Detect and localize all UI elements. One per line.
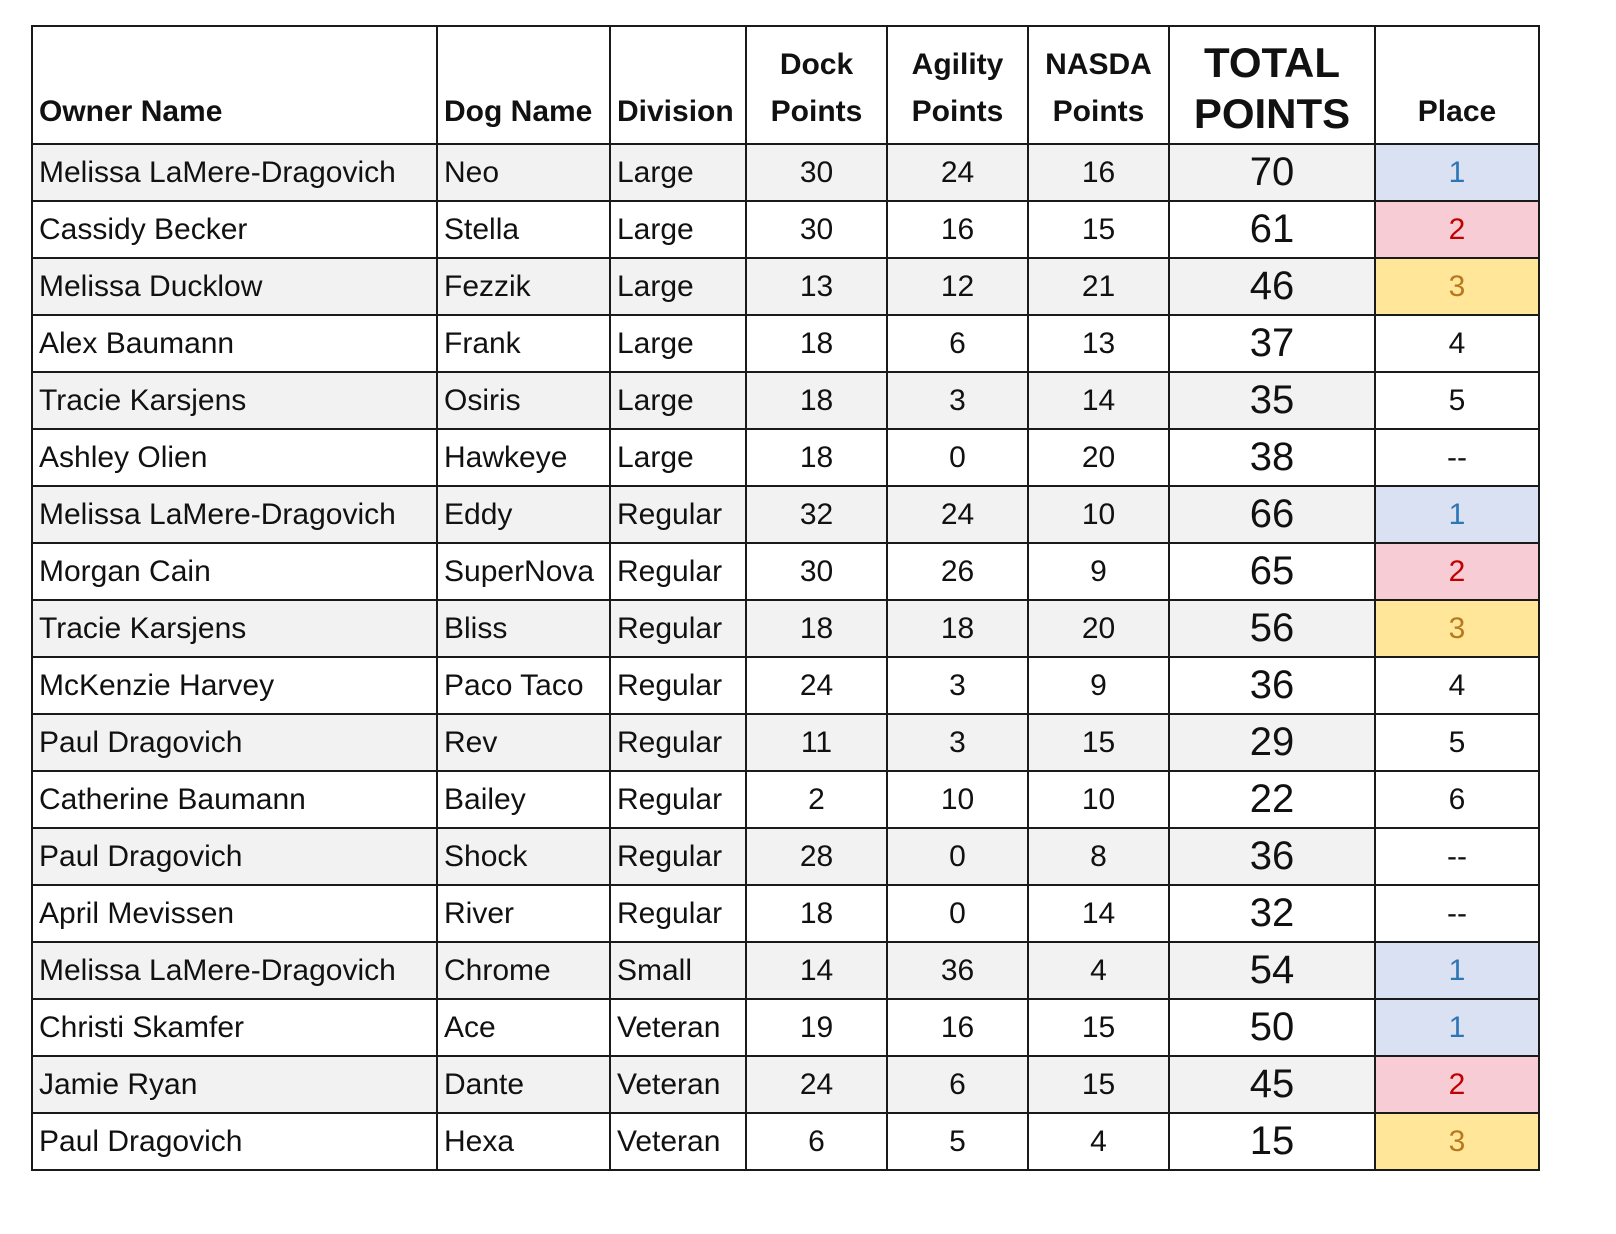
table-row	[32, 201, 1539, 258]
place-cell: 1	[1375, 486, 1539, 543]
owner-name-cell: McKenzie Harvey	[32, 657, 437, 714]
division-cell: Large	[610, 372, 746, 429]
agility-points-cell: 12	[887, 258, 1028, 315]
dock-points-cell: 30	[746, 201, 887, 258]
header-total-points-line1: TOTAL	[1203, 39, 1341, 87]
agility-points-cell: 0	[887, 429, 1028, 486]
agility-points-cell: 24	[887, 144, 1028, 201]
header-agility-points-line1: Agility	[911, 48, 1004, 81]
dog-name-cell: Osiris	[437, 372, 610, 429]
table-row	[32, 315, 1539, 372]
table-row	[32, 657, 1539, 714]
header-nasda-points-line2: Points	[1052, 94, 1145, 128]
place-cell: 4	[1375, 315, 1539, 372]
table-row	[32, 771, 1539, 828]
owner-name-cell: Ashley Olien	[32, 429, 437, 486]
standings-table	[31, 25, 1540, 1171]
total-points-cell: 35	[1169, 372, 1375, 429]
dock-points-cell: 6	[746, 1113, 887, 1170]
dock-points-cell: 28	[746, 828, 887, 885]
place-cell: --	[1375, 828, 1539, 885]
table-row	[32, 999, 1539, 1056]
header-division: Division	[610, 26, 746, 144]
dog-name-cell: Frank	[437, 315, 610, 372]
header-dock-points-line2: Points	[770, 94, 863, 128]
dog-name-cell: Dante	[437, 1056, 610, 1113]
nasda-points-cell: 9	[1028, 543, 1169, 600]
dock-points-cell: 18	[746, 315, 887, 372]
owner-name-cell: Morgan Cain	[32, 543, 437, 600]
dog-name-cell: Stella	[437, 201, 610, 258]
table-row	[32, 543, 1539, 600]
owner-name-cell: Paul Dragovich	[32, 828, 437, 885]
nasda-points-cell: 4	[1028, 1113, 1169, 1170]
dog-name-cell: Hawkeye	[437, 429, 610, 486]
nasda-points-cell: 16	[1028, 144, 1169, 201]
table-row	[32, 1056, 1539, 1113]
division-cell: Large	[610, 144, 746, 201]
header-place: Place	[1375, 26, 1539, 144]
dog-name-cell: Bailey	[437, 771, 610, 828]
header-nasda-points-line1: NASDA	[1045, 48, 1152, 81]
owner-name-cell: Melissa Ducklow	[32, 258, 437, 315]
place-cell: 3	[1375, 600, 1539, 657]
table-row	[32, 714, 1539, 771]
total-points-cell: 15	[1169, 1113, 1375, 1170]
agility-points-cell: 0	[887, 885, 1028, 942]
total-points-cell: 37	[1169, 315, 1375, 372]
table-row	[32, 1113, 1539, 1170]
place-cell: 4	[1375, 657, 1539, 714]
agility-points-cell: 10	[887, 771, 1028, 828]
nasda-points-cell: 10	[1028, 771, 1169, 828]
division-cell: Small	[610, 942, 746, 999]
header-dock-points-line1: Dock	[779, 48, 854, 81]
nasda-points-cell: 15	[1028, 1056, 1169, 1113]
division-cell: Large	[610, 258, 746, 315]
owner-name-cell: Melissa LaMere-Dragovich	[32, 486, 437, 543]
place-cell: 1	[1375, 999, 1539, 1056]
owner-name-cell: Paul Dragovich	[32, 714, 437, 771]
place-cell: 5	[1375, 372, 1539, 429]
total-points-cell: 45	[1169, 1056, 1375, 1113]
division-cell: Regular	[610, 657, 746, 714]
nasda-points-cell: 10	[1028, 486, 1169, 543]
dog-name-cell: Shock	[437, 828, 610, 885]
nasda-points-cell: 15	[1028, 201, 1169, 258]
owner-name-cell: Paul Dragovich	[32, 1113, 437, 1170]
place-cell: 2	[1375, 543, 1539, 600]
dock-points-cell: 19	[746, 999, 887, 1056]
total-points-cell: 36	[1169, 828, 1375, 885]
nasda-points-cell: 13	[1028, 315, 1169, 372]
table-row	[32, 144, 1539, 201]
header-agility-points	[887, 26, 1028, 144]
header-total-points	[1169, 26, 1375, 144]
agility-points-cell: 26	[887, 543, 1028, 600]
place-cell: 1	[1375, 144, 1539, 201]
nasda-points-cell: 15	[1028, 999, 1169, 1056]
place-cell: 1	[1375, 942, 1539, 999]
owner-name-cell: Melissa LaMere-Dragovich	[32, 942, 437, 999]
nasda-points-cell: 14	[1028, 372, 1169, 429]
table-row	[32, 885, 1539, 942]
table-row	[32, 600, 1539, 657]
dog-name-cell: Ace	[437, 999, 610, 1056]
division-cell: Regular	[610, 600, 746, 657]
place-cell: 2	[1375, 1056, 1539, 1113]
dock-points-cell: 24	[746, 657, 887, 714]
dock-points-cell: 13	[746, 258, 887, 315]
agility-points-cell: 5	[887, 1113, 1028, 1170]
nasda-points-cell: 20	[1028, 600, 1169, 657]
total-points-cell: 65	[1169, 543, 1375, 600]
total-points-cell: 46	[1169, 258, 1375, 315]
owner-name-cell: Catherine Baumann	[32, 771, 437, 828]
dock-points-cell: 24	[746, 1056, 887, 1113]
total-points-cell: 61	[1169, 201, 1375, 258]
total-points-cell: 56	[1169, 600, 1375, 657]
agility-points-cell: 18	[887, 600, 1028, 657]
agility-points-cell: 24	[887, 486, 1028, 543]
owner-name-cell: Christi Skamfer	[32, 999, 437, 1056]
header-agility-points-line2: Points	[911, 94, 1004, 128]
owner-name-cell: Tracie Karsjens	[32, 372, 437, 429]
division-cell: Regular	[610, 486, 746, 543]
dog-name-cell: SuperNova	[437, 543, 610, 600]
table-row	[32, 258, 1539, 315]
nasda-points-cell: 21	[1028, 258, 1169, 315]
total-points-cell: 66	[1169, 486, 1375, 543]
place-cell: 3	[1375, 1113, 1539, 1170]
nasda-points-cell: 9	[1028, 657, 1169, 714]
division-cell: Regular	[610, 771, 746, 828]
division-cell: Regular	[610, 543, 746, 600]
agility-points-cell: 3	[887, 714, 1028, 771]
owner-name-cell: Alex Baumann	[32, 315, 437, 372]
agility-points-cell: 6	[887, 315, 1028, 372]
table-row	[32, 372, 1539, 429]
place-cell: 2	[1375, 201, 1539, 258]
division-cell: Large	[610, 201, 746, 258]
dock-points-cell: 14	[746, 942, 887, 999]
total-points-cell: 54	[1169, 942, 1375, 999]
owner-name-cell: Tracie Karsjens	[32, 600, 437, 657]
dock-points-cell: 30	[746, 144, 887, 201]
agility-points-cell: 16	[887, 999, 1028, 1056]
dock-points-cell: 2	[746, 771, 887, 828]
place-cell: 6	[1375, 771, 1539, 828]
nasda-points-cell: 15	[1028, 714, 1169, 771]
dog-name-cell: Paco Taco	[437, 657, 610, 714]
owner-name-cell: Jamie Ryan	[32, 1056, 437, 1113]
division-cell: Regular	[610, 885, 746, 942]
dock-points-cell: 11	[746, 714, 887, 771]
place-cell: 5	[1375, 714, 1539, 771]
header-total-points-line2: POINTS	[1193, 89, 1351, 137]
total-points-cell: 38	[1169, 429, 1375, 486]
table-row	[32, 486, 1539, 543]
dock-points-cell: 18	[746, 885, 887, 942]
agility-points-cell: 3	[887, 657, 1028, 714]
header-nasda-points	[1028, 26, 1169, 144]
agility-points-cell: 16	[887, 201, 1028, 258]
dock-points-cell: 18	[746, 372, 887, 429]
dog-name-cell: Hexa	[437, 1113, 610, 1170]
owner-name-cell: April Mevissen	[32, 885, 437, 942]
dog-name-cell: Bliss	[437, 600, 610, 657]
place-cell: --	[1375, 885, 1539, 942]
table-row	[32, 828, 1539, 885]
division-cell: Regular	[610, 828, 746, 885]
division-cell: Veteran	[610, 1056, 746, 1113]
table-row	[32, 942, 1539, 999]
dock-points-cell: 32	[746, 486, 887, 543]
dog-name-cell: Chrome	[437, 942, 610, 999]
nasda-points-cell: 20	[1028, 429, 1169, 486]
dock-points-cell: 30	[746, 543, 887, 600]
division-cell: Veteran	[610, 1113, 746, 1170]
nasda-points-cell: 8	[1028, 828, 1169, 885]
dog-name-cell: Eddy	[437, 486, 610, 543]
header-dog-name: Dog Name	[437, 26, 610, 144]
total-points-cell: 29	[1169, 714, 1375, 771]
owner-name-cell: Cassidy Becker	[32, 201, 437, 258]
division-cell: Large	[610, 429, 746, 486]
dog-name-cell: Neo	[437, 144, 610, 201]
division-cell: Large	[610, 315, 746, 372]
header-owner-name: Owner Name	[32, 26, 437, 144]
total-points-cell: 32	[1169, 885, 1375, 942]
dog-name-cell: River	[437, 885, 610, 942]
owner-name-cell: Melissa LaMere-Dragovich	[32, 144, 437, 201]
dog-name-cell: Fezzik	[437, 258, 610, 315]
agility-points-cell: 0	[887, 828, 1028, 885]
dog-name-cell: Rev	[437, 714, 610, 771]
table-body	[32, 144, 1539, 1170]
total-points-cell: 50	[1169, 999, 1375, 1056]
agility-points-cell: 36	[887, 942, 1028, 999]
dock-points-cell: 18	[746, 429, 887, 486]
agility-points-cell: 6	[887, 1056, 1028, 1113]
header-dock-points	[746, 26, 887, 144]
table-row	[32, 429, 1539, 486]
total-points-cell: 70	[1169, 144, 1375, 201]
total-points-cell: 22	[1169, 771, 1375, 828]
total-points-cell: 36	[1169, 657, 1375, 714]
place-cell: 3	[1375, 258, 1539, 315]
nasda-points-cell: 4	[1028, 942, 1169, 999]
agility-points-cell: 3	[887, 372, 1028, 429]
place-cell: --	[1375, 429, 1539, 486]
division-cell: Veteran	[610, 999, 746, 1056]
header-row	[32, 26, 1539, 144]
division-cell: Regular	[610, 714, 746, 771]
nasda-points-cell: 14	[1028, 885, 1169, 942]
dock-points-cell: 18	[746, 600, 887, 657]
